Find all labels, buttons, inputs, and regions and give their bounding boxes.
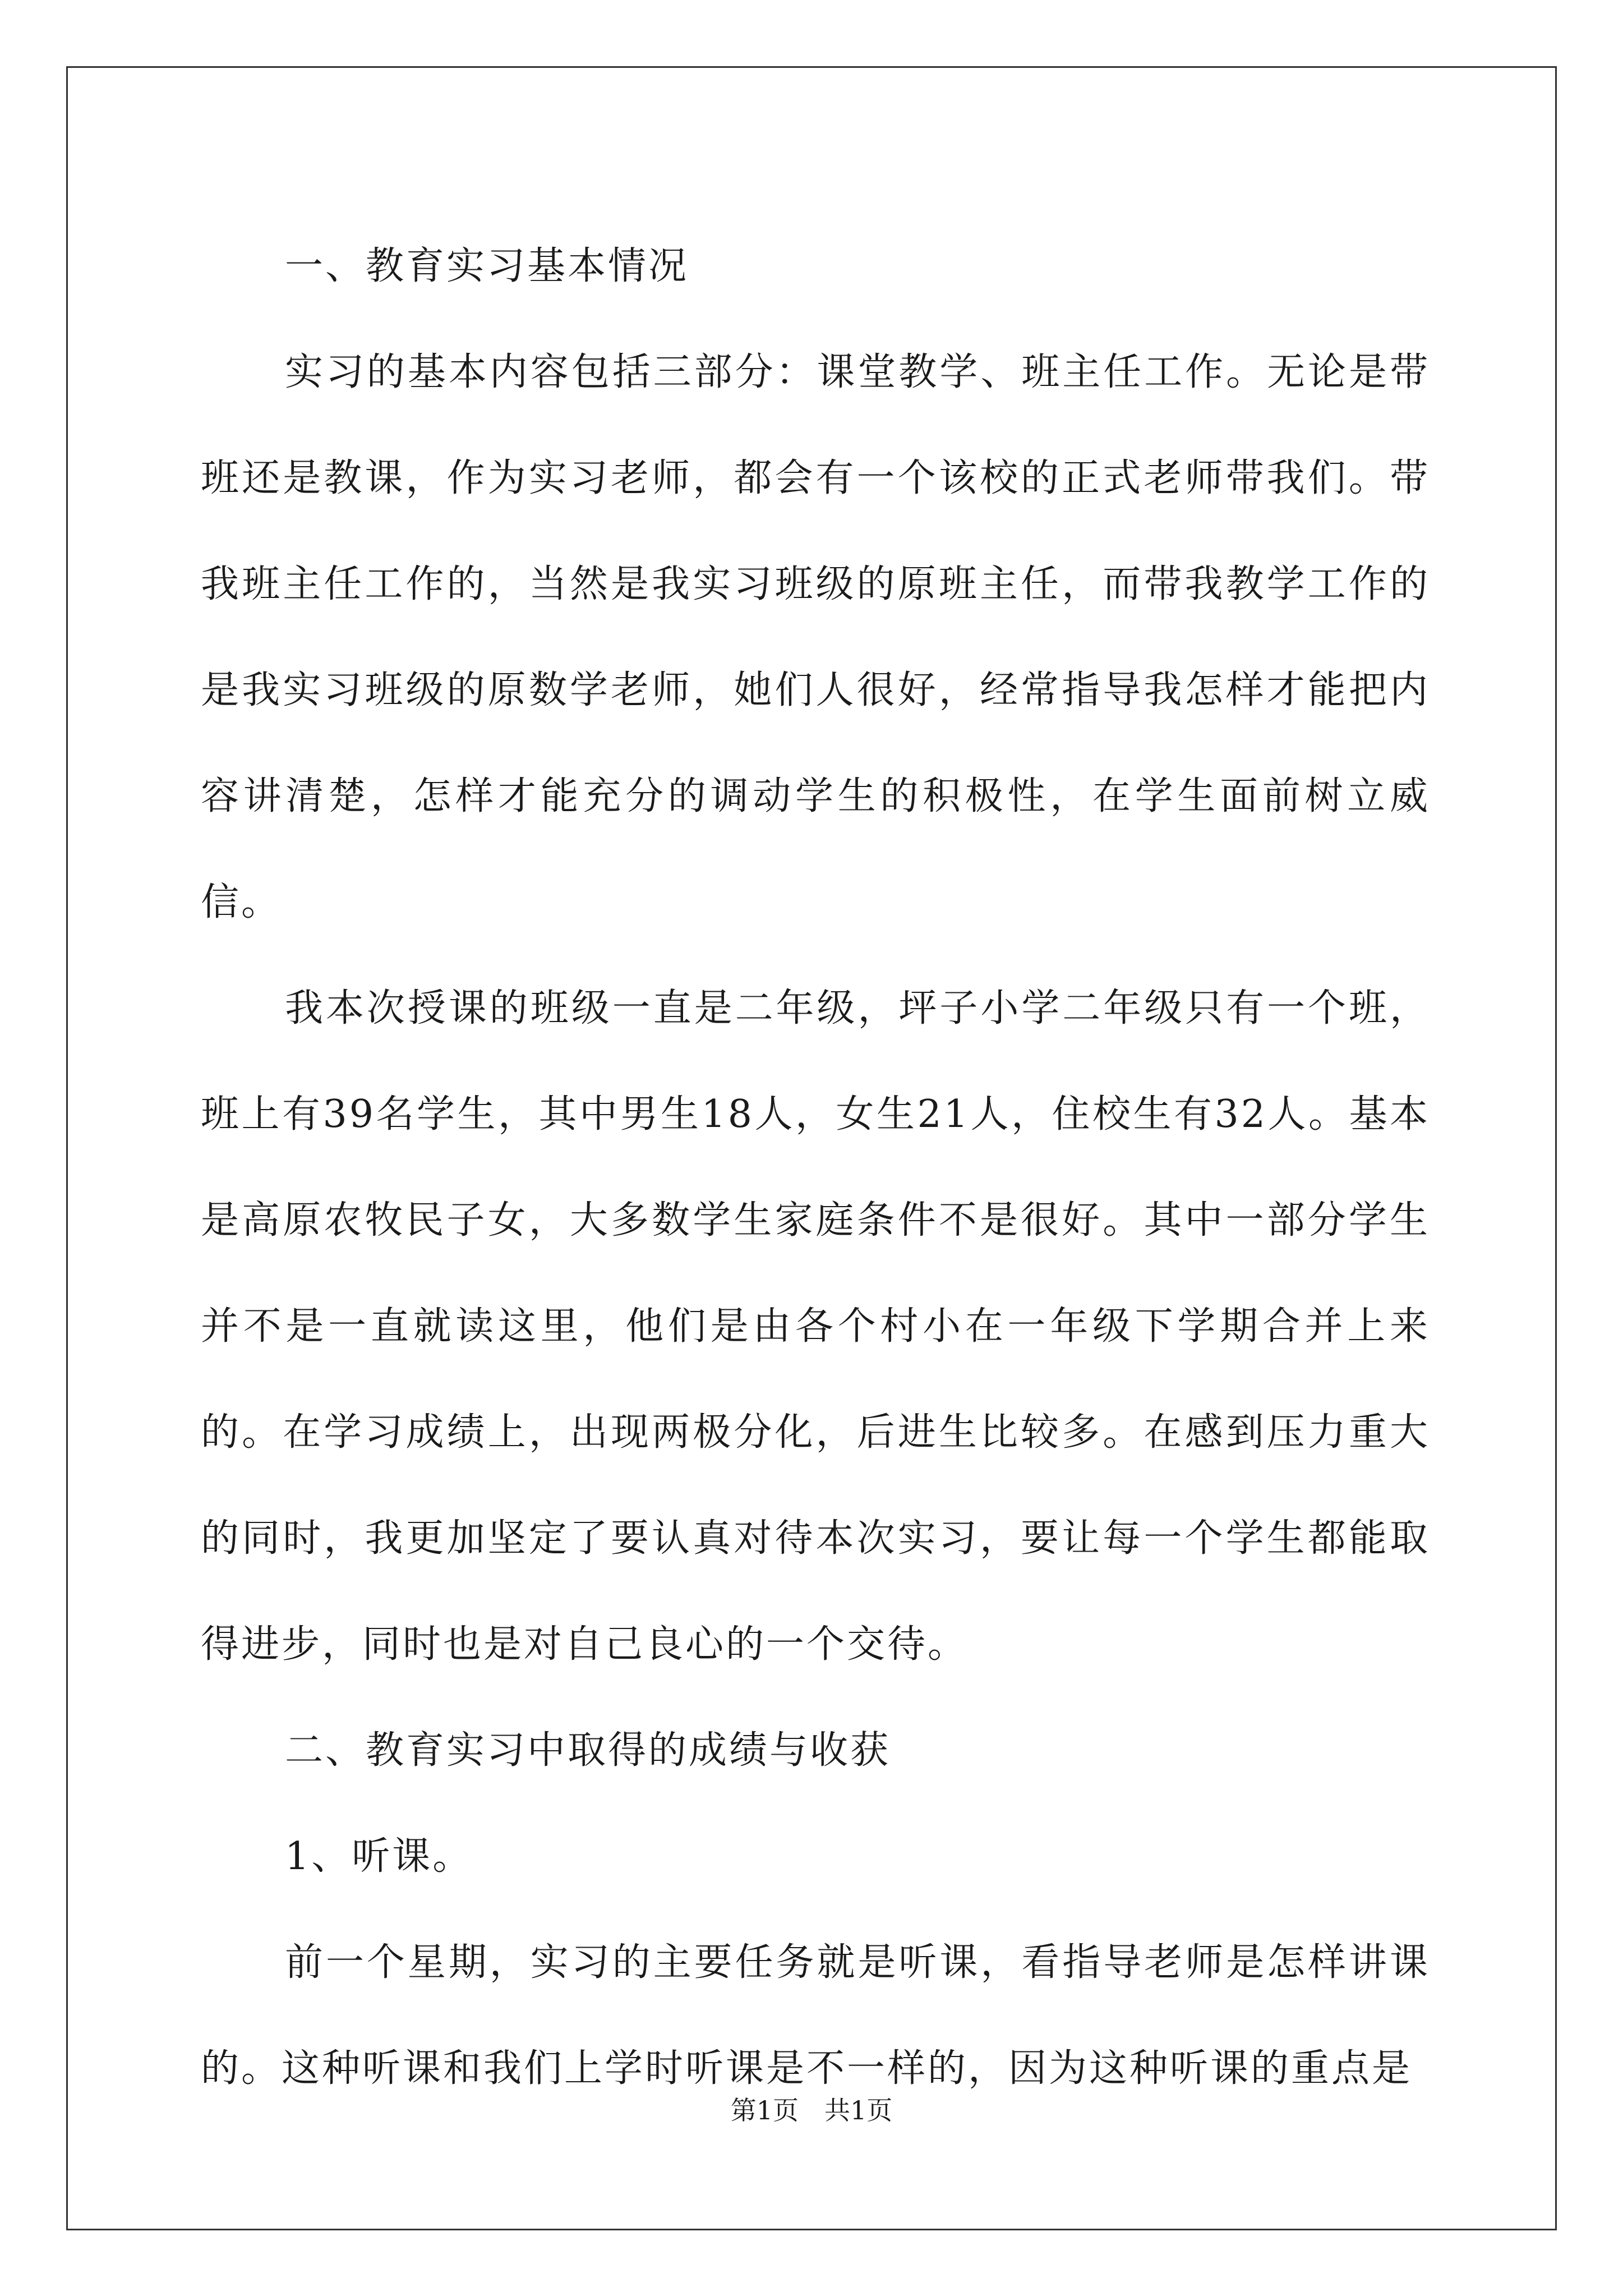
page-number-footer: 第1页 共1页: [730, 2095, 893, 2125]
document-body: [201, 213, 1430, 2122]
subheading-listening: 1、听课。: [285, 1834, 473, 1879]
paragraph-internship-content: 实习的基本内容包括三部分：课堂教学、班主任工作。无论是带班还是教课，作为实习老师，都会有一个该校的正式老师带我们。带我班主任工作的，当然是我实习班级的原班主任，而带我教学工作的是我实习班级的原数学老师，她们人很好，经常指导我怎样才能把内容讲清楚，怎样才能充分的调动学生的积极性，在学生面前树立威信。: [201, 350, 1430, 924]
section-heading-2: 二、教育实习中取得的成绩与收获: [285, 1728, 891, 1773]
paragraph-listening: 前一个星期，实习的主要任务就是听课，看指导老师是怎样讲课的。这种听课和我们上学时听课是不一样的，因为这种听课的重点是: [201, 1940, 1430, 2091]
paragraph-class-info: 我本次授课的班级一直是二年级，坪子小学二年级只有一个班，班上有39名学生，其中男生18人，女生21人，住校生有32人。基本是高原农牧民子女，大多数学生家庭条件不是很好。其中一部分学生并不是一直就读这里，他们是由各个村小在一年级下学期合并上来的。在学习成绩上，出现两极分化，后进生比较多。在感到压力重大的同时，我更加坚定了要认真对待本次实习，要让每一个学生都能取得进步，同时也是对自己良心的一个交待。: [201, 986, 1430, 1667]
section-heading-1: 一、教育实习基本情况: [285, 244, 689, 288]
